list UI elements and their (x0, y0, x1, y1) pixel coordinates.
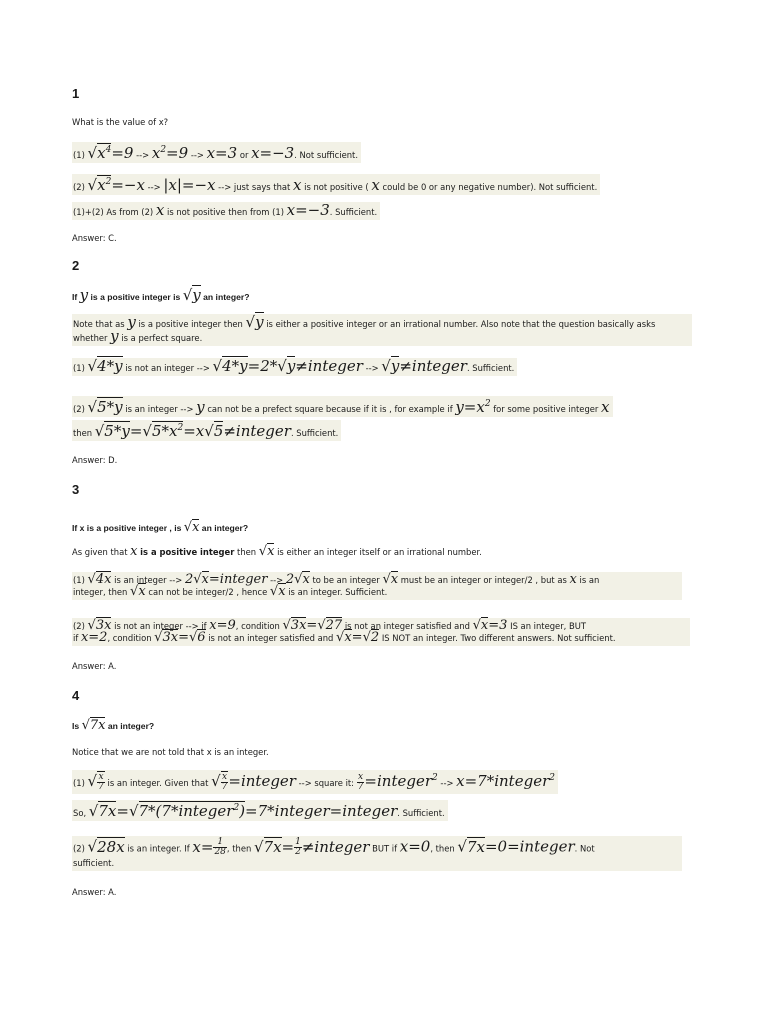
problem-1-statement-2: (2) $√x^2=-x$ --> |x|=−x --> just says that x is not positive ( x could be 0 or any negative number). Not sufficient. (72, 174, 600, 195)
problem-4-statement-1-line-1: (1) √ $\frac{x}{7}$ is an integer. Given that √ $\frac{x}{7}$ =integer --> square it: $\frac{x}{7}$ =integer$^2$ --> x=7*integer$^2$ (72, 770, 558, 794)
problem-4-question: Is √7x an integer? (72, 718, 155, 733)
problem-1-number: 1 (72, 86, 80, 101)
problem-4-statement-1-line-2: So, √7x=√7*(7*integer$^2$)=7*integer=integer. Sufficient. (72, 800, 448, 821)
problem-2-statement-2-line-2: then $√5*y=√5*x^2=x√5\ne integer$. Sufficient. (72, 420, 341, 441)
problem-1-combined: (1)+(2) As from (2) x is not positive then from (1) x=−3. Sufficient. (72, 202, 380, 220)
problem-3-statement-1: (1) √4x is an integer --> 2√x=integer --> 2√x to be an integer √x must be an integer or integer/2 , but as x is an integer, then √x can not be integer/2 , hence √x is an integer. Sufficient. (72, 572, 682, 600)
problem-3-answer: Answer: A. (72, 661, 117, 671)
problem-3-given: As given that x is a positive integer then √x is either an integer itself or an irrational number. (72, 544, 482, 559)
problem-4-notice: Notice that we are not told that x is an integer. (72, 747, 269, 757)
problem-4-number: 4 (72, 688, 80, 703)
problem-3-number: 3 (72, 482, 80, 497)
problem-2-statement-1: (1) √4*y is not an integer --> √4*y=2*√y≠integer --> √y≠integer. Sufficient. (72, 358, 517, 376)
problem-2-note: Note that as y is a positive integer then √y is either a positive integer or an irrational number. Also note that the question basically asks whether y is a perfect square. (72, 314, 692, 346)
problem-4-statement-2: (2) √28x is an integer. If x= $\frac{1}{28}$ , then √7x= $\frac{1}{2}$ ≠integer BUT if x=0, then √7x=0=integer. Not sufficient. (72, 836, 682, 871)
problem-2-statement-2-line-1: (2) √5*y is an integer --> y can not be a prefect square because if it is , for example if $y=x^2$ for some positive integer x (72, 396, 613, 417)
problem-2-answer: Answer: D. (72, 455, 118, 465)
problem-2-number: 2 (72, 258, 80, 273)
problem-1-statement-1: (1) $√x^4=9$ --> $x^2=9$ --> x=3 or x=−3. Not sufficient. (72, 142, 361, 163)
problem-1-question: What is the value of x? (72, 117, 169, 127)
problem-2-question: If y is a positive integer is √y an integer? (72, 286, 250, 304)
problem-3-question: If x is a positive integer , is √x an integer? (72, 520, 249, 535)
problem-4-answer: Answer: A. (72, 887, 117, 897)
problem-3-statement-2: (2) √3x is not an integer --> if x=9, condition √3x=√27 is not an integer satisfied and √x=3 IS an integer, BUT if x=2, condition √3x=√6 is not an integer satisfied and √x=√2 IS NOT an integer. Two different answers. Not sufficient. (72, 618, 690, 646)
problem-1-answer: Answer: C. (72, 233, 117, 243)
